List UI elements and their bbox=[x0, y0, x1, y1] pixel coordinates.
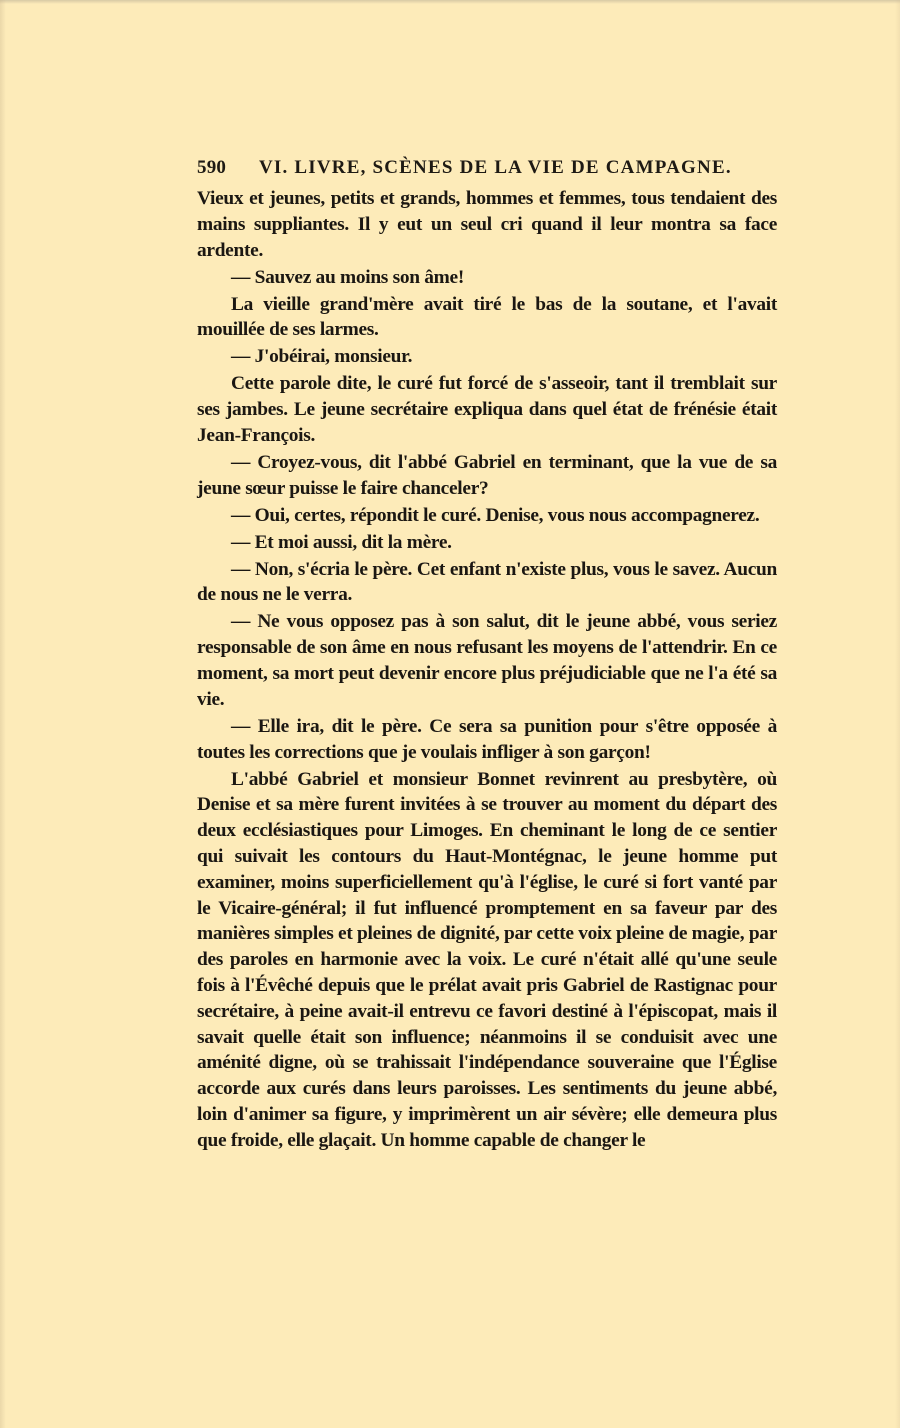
dialogue-line: — Oui, certes, répondit le curé. Denise, vous nous accompagnerez. bbox=[231, 504, 760, 526]
dialogue-line: — Elle ira, dit le père. Ce sera sa punition pour s'être opposée à toutes les corrections que je voulais infliger à son garçon! bbox=[197, 715, 777, 763]
dialogue-line: — Non, s'écria le père. Cet enfant n'existe plus, vous le savez. Aucun de nous ne le verra. bbox=[197, 558, 777, 606]
dialogue-line: — Sauvez au moins son âme! bbox=[231, 266, 464, 288]
dialogue-line: — Croyez-vous, dit l'abbé Gabriel en terminant, que la vue de sa jeune sœur puisse le faire chanceler? bbox=[197, 451, 777, 499]
dialogue-line: — Ne vous opposez pas à son salut, dit le jeune abbé, vous seriez responsable de son âme en nous refusant les moyens de l'attendrir. En ce moment, sa mort peut devenir encore plus préjudiciable que ne l'a été sa vie. bbox=[197, 611, 777, 710]
body-text bbox=[197, 186, 777, 1154]
paragraph: Cette parole dite, le curé fut forcé de s'asseoir, tant il tremblait sur ses jambes. Le jeune secrétaire expliqua dans quel état de frénésie était Jean-François. bbox=[197, 373, 777, 446]
paragraph: L'abbé Gabriel et monsieur Bonnet revinrent au presbytère, où Denise et sa mère furent invitées à se trouver au moment du départ des deux ecclésiastiques pour Limoges. En cheminant le long de ce sentier qui suivait les contours du Haut-Montégnac, le jeune homme put examiner, moins superficiellement qu'à l'église, le curé si fort vanté par le Vicaire-général; il fut influencé promptement en sa faveur par des manières simples et pleines de dignité, par cette voix pleine de magie, par des paroles en harmonie avec la voix. Le curé n'était allé qu'une seule fois à l'Évêché depuis que le prélat avait pris Gabriel de Rastignac pour secrétaire, à peine avait-il entrevu ce favori destiné à l'épiscopat, mais il savait quelle était son influence; néanmoins il se conduisit avec une aménité digne, où se trahissait l'indépendance souveraine que l'Église accorde aux curés dans leurs paroisses. Les sentiments du jeune abbé, loin d'animer sa figure, y imprimèrent un air sévère; elle demeura plus que froide, elle glaçait. Un homme capable de changer le bbox=[197, 768, 777, 1151]
dialogue-line: — J'obéirai, monsieur. bbox=[231, 346, 413, 368]
paragraph: La vieille grand'mère avait tiré le bas de la soutane, et l'avait mouillée de ses larmes. bbox=[197, 293, 777, 341]
dialogue-line: — Et moi aussi, dit la mère. bbox=[231, 531, 452, 553]
running-title: VI. LIVRE, SCÈNES DE LA VIE DE CAMPAGNE. bbox=[259, 157, 732, 178]
paragraph: Vieux et jeunes, petits et grands, hommes et femmes, tous tendaient des mains suppliantes. Il y eut un seul cri quand il leur montra sa face ardente. bbox=[197, 188, 777, 261]
running-head bbox=[197, 157, 777, 179]
page-number: 590 bbox=[197, 157, 227, 178]
